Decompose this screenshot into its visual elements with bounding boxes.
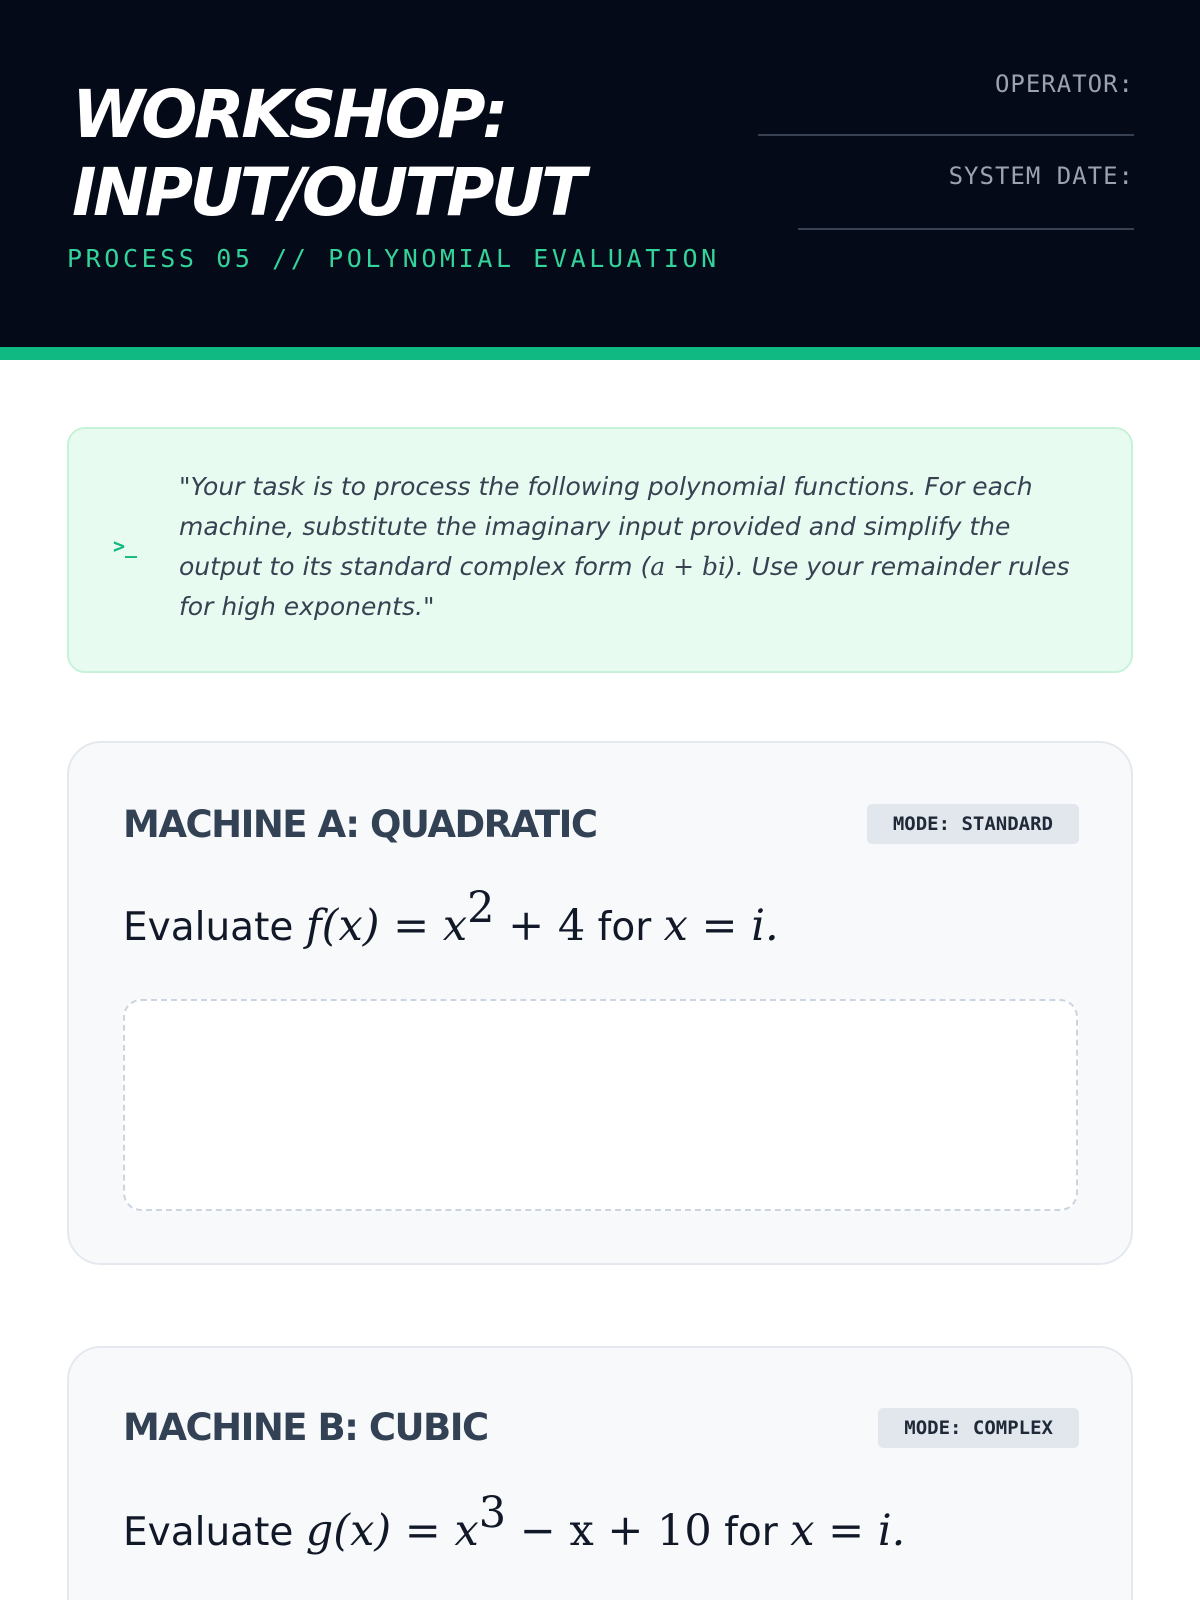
machine-b-prompt [123,1488,906,1556]
instruction-text [179,467,1099,627]
machine-b-lead: Evaluate [123,1510,294,1555]
machine-a-card [67,741,1133,1265]
page-subtitle: PROCESS 05 // POLYNOMIAL EVALUATION [67,244,720,273]
machine-b-function: g(x) = x [305,1506,479,1556]
machine-a-input: x = i. [663,901,779,951]
machine-b-mode-badge: MODE: COMPLEX [878,1408,1079,1448]
page-title-line-1: WORKSHOP: [72,76,506,153]
header-accent-bar [0,347,1200,360]
instruction-text-part-2: ). Use your remainder rules for high exponents." [179,552,1070,621]
instruction-panel [67,427,1133,673]
machine-a-answer-box[interactable] [123,999,1078,1211]
machine-b-input: x = i. [790,1506,906,1556]
machine-a-mode-badge: MODE: STANDARD [867,804,1079,844]
machine-a-function-rest: + 4 [494,901,586,951]
system-date-field[interactable] [798,228,1134,230]
instruction-text-part-1: "Your task is to process the following polynomial functions. For each machine, substitute the imaginary input provided and simplify the output to its standard complex form ( [179,472,1033,581]
operator-label: OPERATOR: [994,70,1134,98]
machine-a-title: MACHINE A: QUADRATIC [123,803,597,846]
machine-a-function: f(x) = x [305,901,468,951]
page-header [0,0,1200,347]
machine-b-for: for [724,1510,778,1555]
page-title [72,76,583,232]
machine-b-exponent: 3 [478,1488,507,1538]
machine-b-card [67,1346,1133,1600]
operator-field[interactable] [758,134,1134,136]
machine-a-for: for [597,905,652,950]
machine-b-function-rest: − x + 10 [506,1506,712,1556]
complex-form-expression: a + bi [650,552,726,581]
machine-a-prompt [123,883,779,951]
machine-b-title: MACHINE B: CUBIC [123,1406,488,1449]
page-title-line-2: INPUT/OUTPUT [72,154,583,231]
system-date-label: SYSTEM DATE: [948,162,1134,190]
machine-a-exponent: 2 [467,883,495,933]
terminal-prompt-icon: >_ [113,534,138,558]
machine-a-lead: Evaluate [123,905,294,950]
